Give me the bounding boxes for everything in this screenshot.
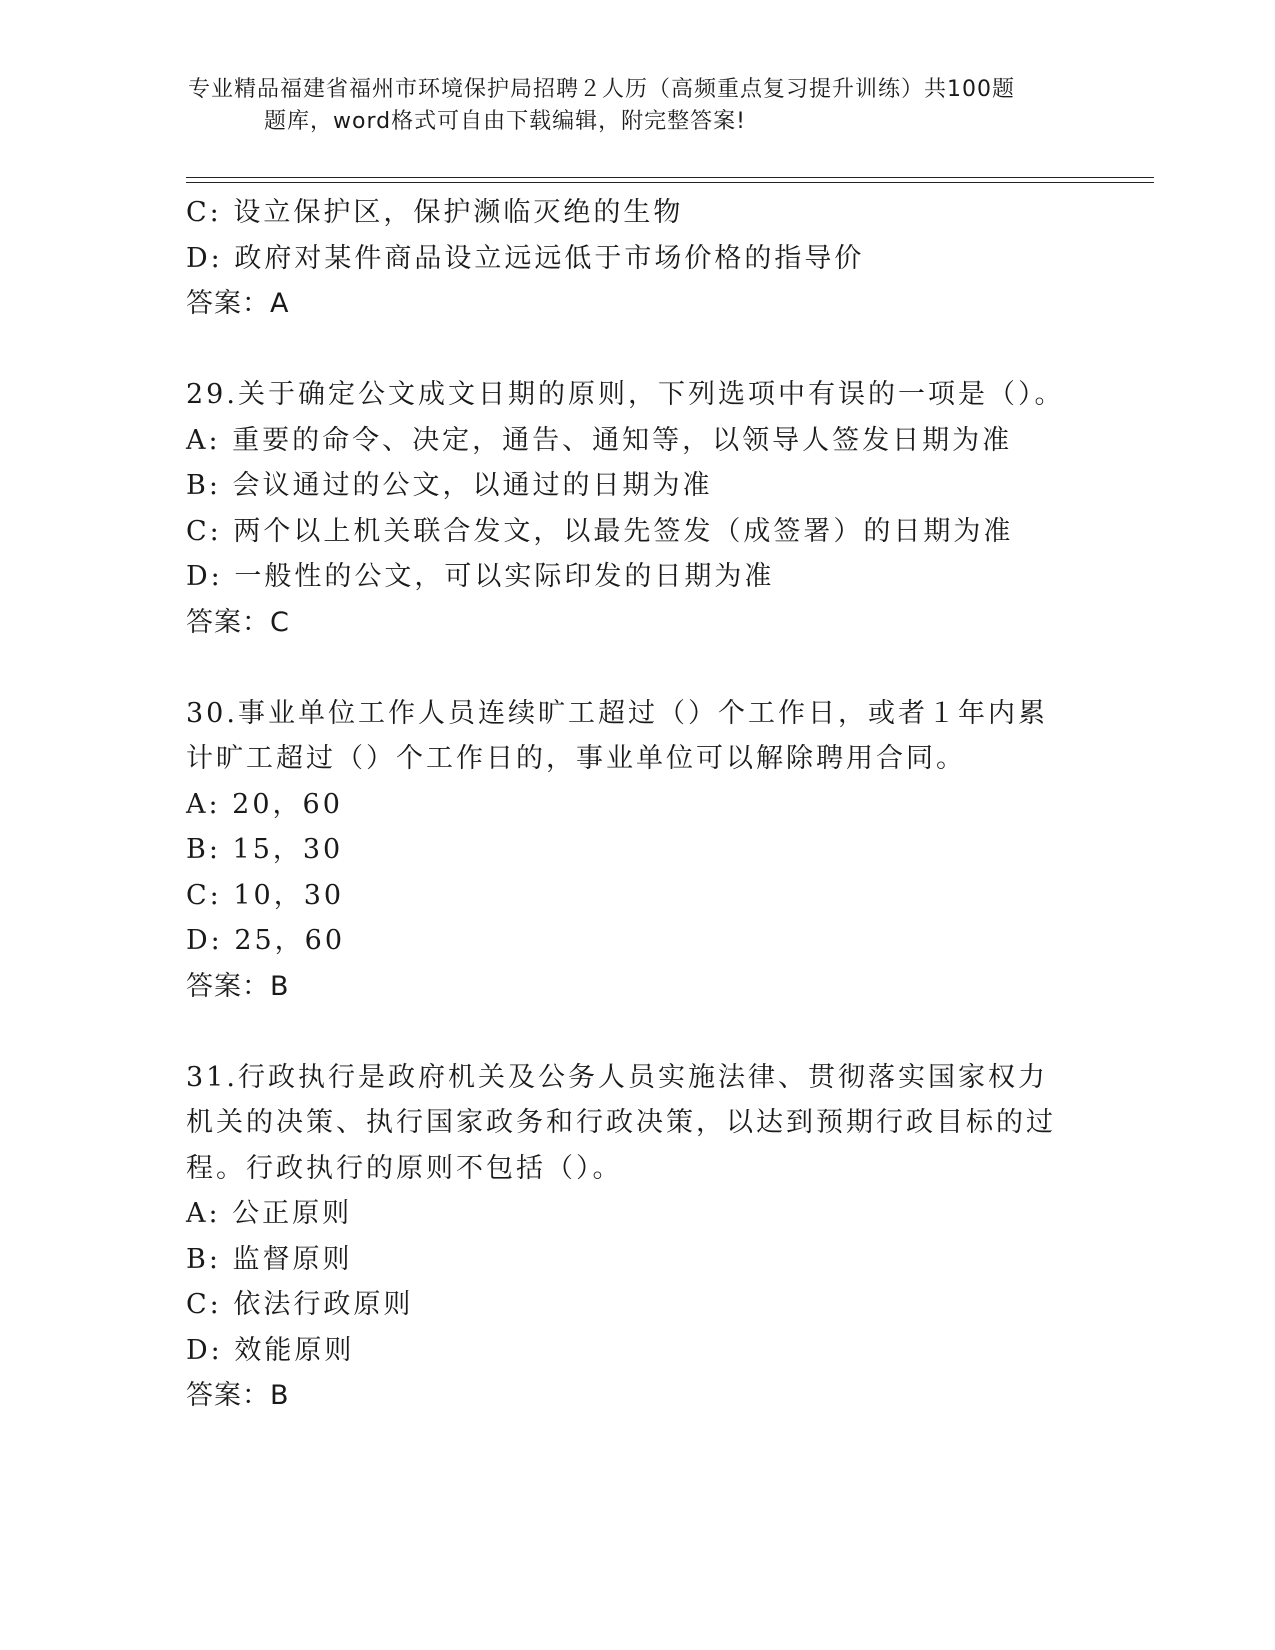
spacer [186,1009,1086,1055]
option-c: C: 依法行政原则 [186,1289,414,1320]
header-divider-bottom [186,182,1154,183]
answer-line: 答案：A [186,288,290,319]
header-title-line1: 专业精品福建省福州市环境保护局招聘２人历（高频重点复习提升训练）共100题 [188,77,1015,102]
option-b: B: 监督原则 [186,1243,353,1275]
question-28-continued [186,190,1086,327]
question-list [186,190,1086,1419]
header-title-line2: 题库，word格式可自由下载编辑，附完整答案! [264,109,746,134]
option-c: C: 10，30 [186,879,345,911]
question-31 [186,1055,1086,1419]
question-stem: 31.行政执行是政府机关及公务人员实施法律、贯彻落实国家权力机关的决策、执行国家政务和行政决策，以达到预期行政目标的过程。行政执行的原则不包括（）。 [186,1061,1056,1184]
question-stem: 29.关于确定公文成文日期的原则，下列选项中有误的一项是（）。 [186,379,1065,410]
spacer [186,327,1086,373]
answer-line: 答案：B [186,970,290,1002]
option-c: C: 两个以上机关联合发文，以最先签发（成签署）的日期为准 [186,515,1014,547]
option-a: A: 公正原则 [186,1198,353,1229]
question-29 [186,372,1086,645]
option-b: B: 会议通过的公文，以通过的日期为准 [186,470,713,501]
answer-line: 答案：B [186,1380,290,1411]
option-a: A: 20，60 [186,788,343,820]
spacer [186,645,1086,691]
option-b: B: 15，30 [186,834,344,865]
option-d: D: 25，60 [186,925,346,956]
question-stem: 30.事业单位工作人员连续旷工超过（）个工作日，或者１年内累计旷工超过（）个工作日的，事业单位可以解除聘用合同。 [186,697,1048,774]
answer-line: 答案：C [186,606,290,638]
option-d: D: 一般性的公文，可以实际印发的日期为准 [186,561,775,592]
option-d: D: 效能原则 [186,1334,355,1366]
document-header [188,74,1088,138]
question-30 [186,691,1086,1010]
option-a: A: 重要的命令、决定，通告、通知等，以领导人签发日期为准 [186,424,1013,456]
option-d: D: 政府对某件商品设立远远低于市场价格的指导价 [186,242,865,274]
header-divider-top [186,177,1154,178]
option-c: C: 设立保护区，保护濒临灭绝的生物 [186,197,684,228]
